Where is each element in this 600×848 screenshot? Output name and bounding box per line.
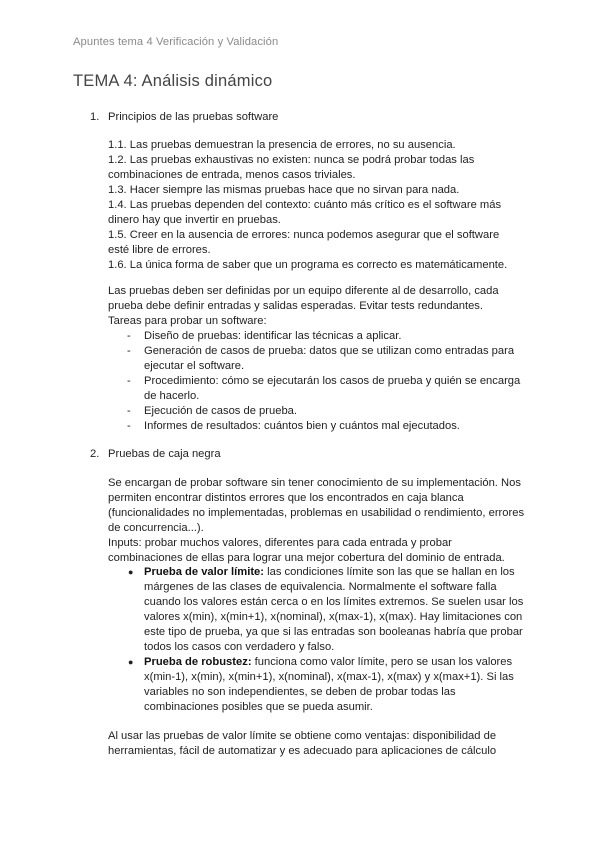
dash-marker: - — [127, 330, 131, 342]
dash-marker: - — [127, 405, 131, 417]
list-item: - Informes de resultados: cuántos bien y cuántos mal ejecutados. — [127, 420, 460, 432]
principle-item: 1.6. La única forma de saber que un programa es correcto es matemáticamente. — [108, 259, 508, 271]
dash-marker: - — [127, 375, 131, 387]
test-types-list — [108, 565, 528, 715]
section-1-intro — [108, 284, 520, 329]
section-number: 2. — [90, 448, 100, 460]
tasks-label: Tareas para probar un software: — [108, 315, 267, 327]
list-item: - Procedimiento: cómo se ejecutarán los casos de prueba y quién se encarga de hacerlo. — [127, 375, 521, 402]
list-item — [108, 565, 528, 655]
paragraph: Inputs: probar muchos valores, diferentes para cada entrada y probar combinaciones de ellas para lograr una mejor cobertura del dominio de entrada. — [108, 537, 505, 564]
section-number: 1. — [90, 111, 100, 123]
dash-marker: - — [127, 420, 131, 432]
section-2-conclusion — [108, 729, 528, 759]
list-item: - Diseño de pruebas: identificar las técnicas a aplicar. — [127, 330, 402, 342]
list-item: - Ejecución de casos de prueba. — [127, 405, 297, 417]
bullet-marker: ● — [128, 657, 134, 667]
paragraph: Al usar las pruebas de valor límite se obtiene como ventajas: disponibilidad de herramientas, fácil de automatizar y es adecuado para aplicaciones de cálculo — [108, 730, 497, 757]
section-title: Pruebas de caja negra — [108, 448, 221, 460]
term: Prueba de valor límite: — [144, 566, 264, 578]
bullet-marker: ● — [128, 567, 134, 577]
tasks-list — [108, 329, 526, 434]
section-2-body — [108, 476, 528, 566]
principle-item: 1.1. Las pruebas demuestran la presencia de errores, no su ausencia. — [108, 139, 456, 151]
list-item: - Generación de casos de prueba: datos que se utilizan como entradas para ejecutar el software. — [127, 345, 515, 372]
definition: las condiciones límite son las que se hallan en los márgenes de las clases de equivalencia. Normalmente el software falla cuando los valores están cerca o en los límites extremos. Se suelen usar los valores x(min), x(min+1), x(nominal), x(max-1), x(max). Hay limitaciones con este tipo de prueba, ya que si las entradas son booleanas habría que probar todos los casos con verdadero y falso. — [144, 566, 524, 653]
page-title: TEMA 4: Análisis dinámico — [73, 72, 273, 90]
page-header: Apuntes tema 4 Verificación y Validación — [73, 36, 279, 48]
principle-item: 1.3. Hacer siempre las mismas pruebas hace que no sirvan para nada. — [108, 184, 460, 196]
list-item — [108, 655, 528, 715]
principles-list — [108, 138, 518, 273]
principle-item: 1.5. Creer en la ausencia de errores: nunca podemos asegurar que el software esté libre de errores. — [108, 229, 500, 256]
principle-item: 1.4. Las pruebas dependen del contexto: cuánto más crítico es el software más dinero hay que invertir en pruebas. — [108, 199, 502, 226]
intro-paragraph: Las pruebas deben ser definidas por un equipo diferente al de desarrollo, cada prueba debe definir entradas y salidas esperadas. Evitar tests redundantes. — [108, 285, 499, 312]
principle-item: 1.2. Las pruebas exhaustivas no existen: nunca se podrá probar todas las combinaciones de entrada, menos casos triviales. — [108, 154, 475, 181]
section-title: Principios de las pruebas software — [108, 111, 279, 123]
term: Prueba de robustez: — [144, 656, 252, 668]
paragraph: Se encargan de probar software sin tener conocimiento de su implementación. Nos permiten encontrar distintos errores que los encontrados en caja blanca (funcionalidades no implementadas, problemas en usabilidad o rendimiento, errores de concurrencia...). — [108, 477, 525, 534]
dash-marker: - — [127, 345, 131, 357]
definition: funciona como valor límite, pero se usan los valores x(min-1), x(min), x(min+1), x(nominal), x(max-1), x(max) y x(max+1). Si las variables no son independientes, se deben de probar todas las combinaciones posibles que se pueda asumir. — [144, 656, 514, 713]
